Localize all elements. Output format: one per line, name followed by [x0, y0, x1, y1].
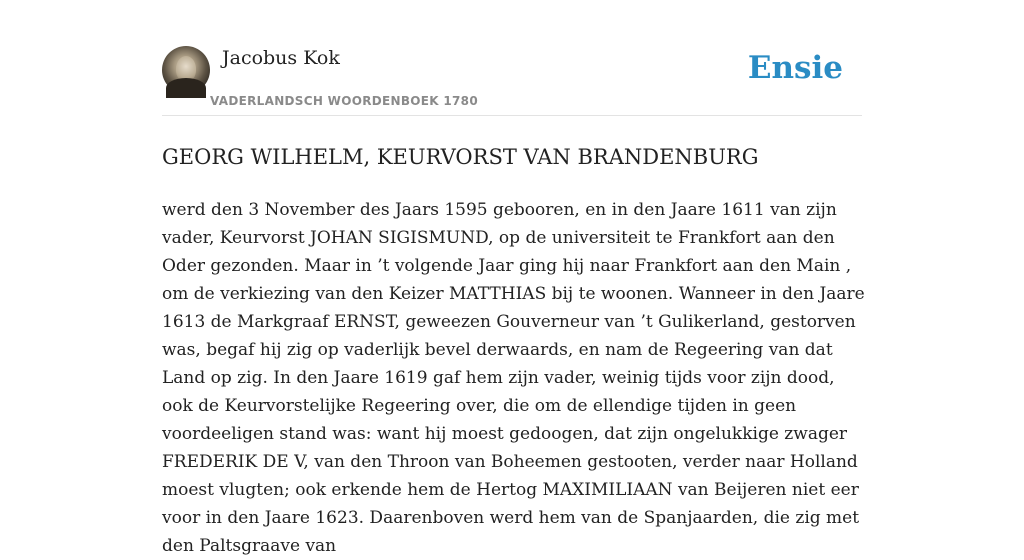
author-name-link[interactable]: Jacobus Kok: [222, 47, 340, 69]
ensie-logo-link[interactable]: Ensie: [747, 50, 843, 86]
entry-body: werd den 3 November des Jaars 1595 gebooren, en in den Jaare 1611 van zijn vader, Keurvorst JOHAN SIGISMUND, op de universiteit te Frankfort aan den Oder gezonden. Maar in ’t volgende Jaar ging hij naar Frankfort aan den Main , om de verkiezing van den Keizer MATTHIAS bij te woonen. Wanneer in den Jaare 1613 de Markgraaf ERNST, geweezen Gouverneur van ’t Gulikerland, gestorven was, begaf hij zig op vaderlijk bevel derwaards, en nam de Regeering van dat Land op zig. In den Jaare 1619 gaf hem zijn vader, weinig tijds voor zijn dood, ook de Keurvorstelijke Regeering over, die om de ellendige tijden in geen voordeeligen stand was: want hij moest gedoogen, dat zijn ongelukkige zwager FREDERIK DE V, van den Throon van Boheemen gestooten, verder naar Holland moest vlugten; ook erkende hem de Hertog MAXIMILIAAN van Beijeren niet eer voor in den Jaare 1623. Daarenboven werd hem van de Spanjaarden, die zig met den Paltsgraave van: [162, 200, 865, 556]
portrait-coat: [166, 78, 206, 98]
author-avatar[interactable]: [162, 46, 210, 94]
article-header: [162, 0, 862, 116]
entry-title: GEORG WILHELM, KEURVORST VAN BRANDENBURG: [162, 145, 759, 169]
source-label[interactable]: VADERLANDSCH WOORDENBOEK 1780: [210, 94, 478, 108]
article-container: [162, 0, 865, 560]
